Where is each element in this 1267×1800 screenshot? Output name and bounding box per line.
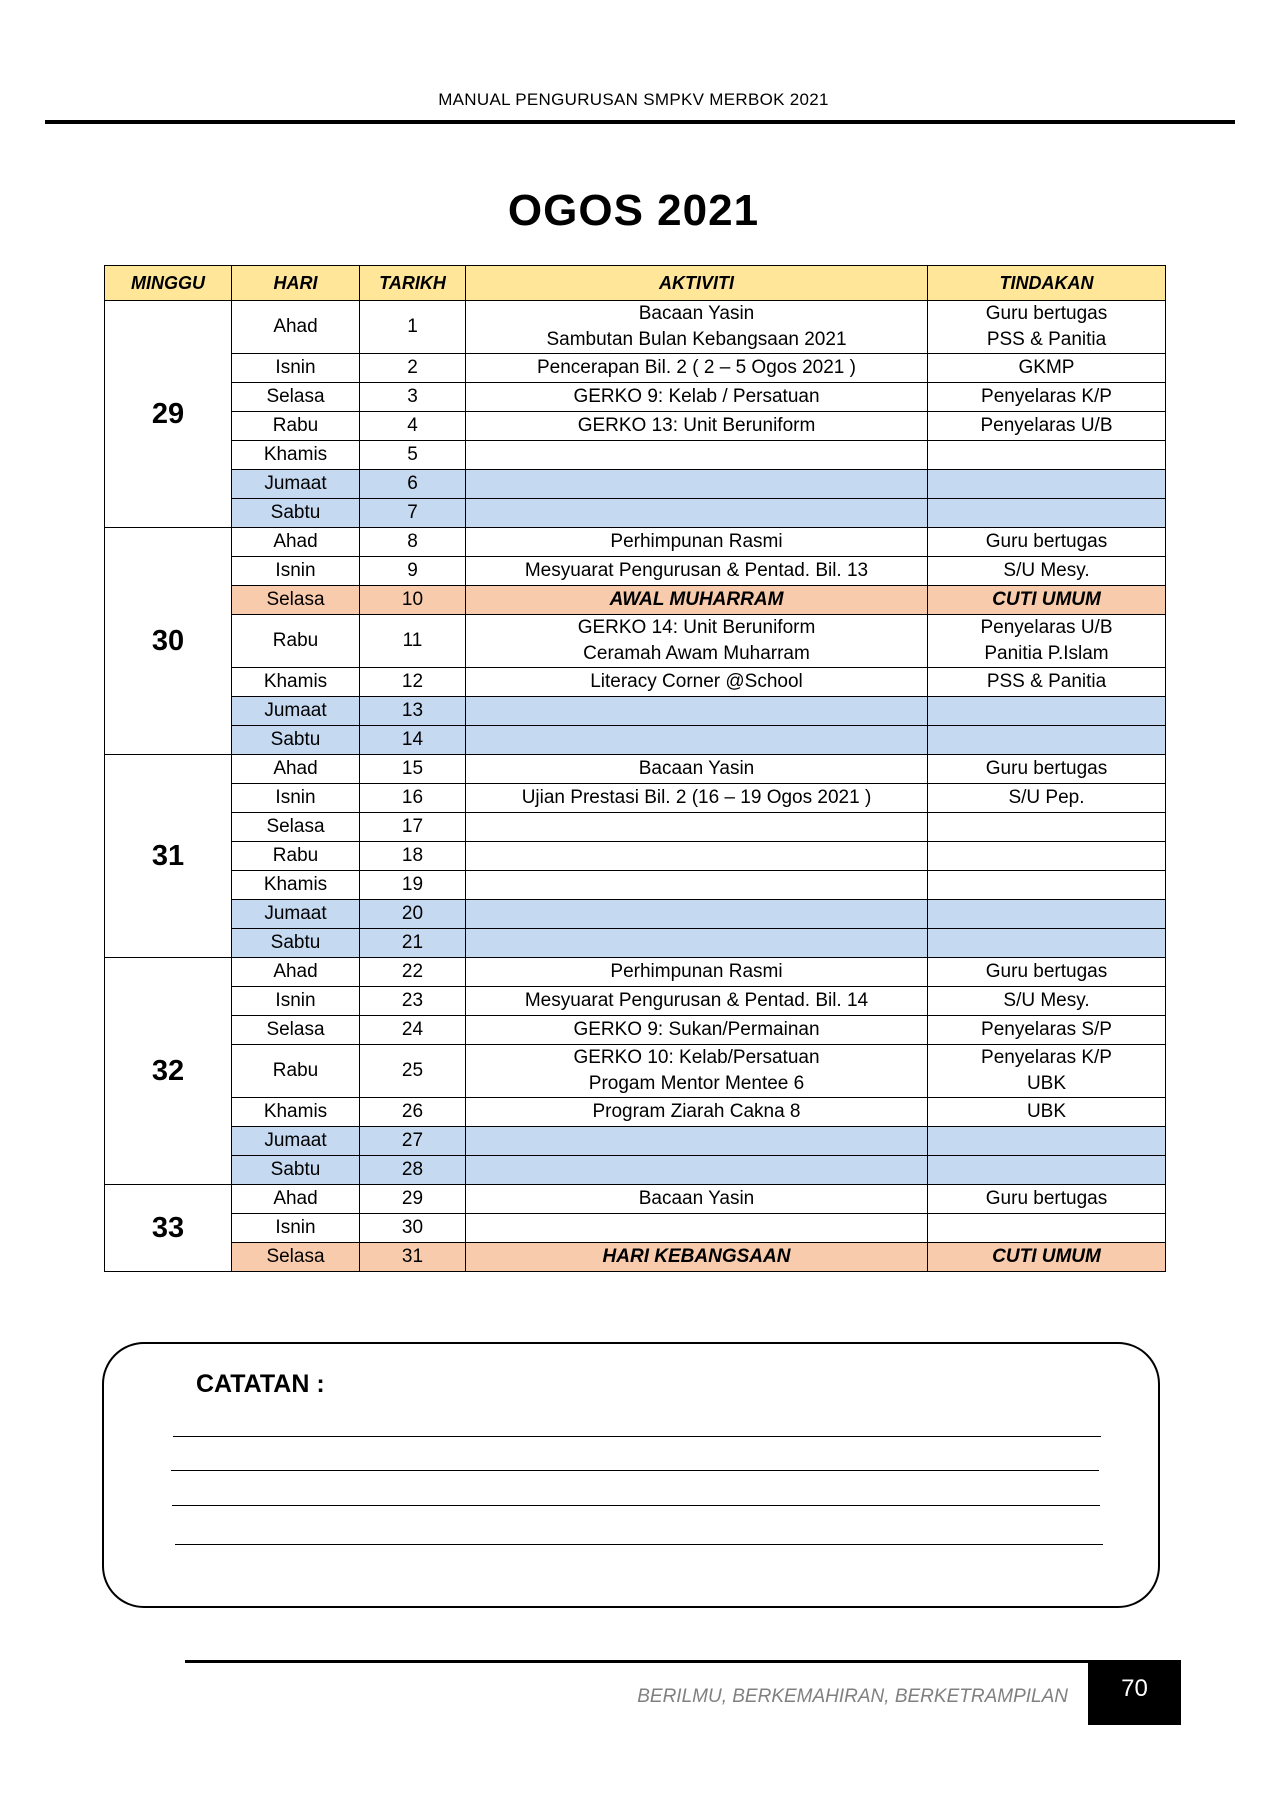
activity-cell (466, 528, 928, 557)
action-cell (928, 499, 1166, 528)
calendar-body (105, 301, 1166, 1272)
table-row (105, 1045, 1166, 1098)
date-cell: 26 (360, 1098, 466, 1127)
action-cell-line: GKMP (1018, 357, 1075, 378)
activity-cell (466, 1185, 928, 1214)
activity-cell-line: AWAL MUHARRAM (609, 589, 784, 610)
table-row (105, 784, 1166, 813)
week-number: 30 (105, 528, 232, 755)
date-cell: 13 (360, 697, 466, 726)
notes-line (172, 1505, 1100, 1506)
header-rule (45, 120, 1235, 124)
table-row (105, 871, 1166, 900)
day-cell: Sabtu (232, 726, 360, 755)
date-cell: 5 (360, 441, 466, 470)
table-row (105, 1214, 1166, 1243)
table-row (105, 1127, 1166, 1156)
table-row (105, 1156, 1166, 1185)
day-cell: Isnin (232, 354, 360, 383)
activity-cell (466, 755, 928, 784)
activity-cell (466, 354, 928, 383)
activity-cell (466, 842, 928, 871)
day-cell: Rabu (232, 1045, 360, 1098)
day-cell: Selasa (232, 1243, 360, 1272)
table-row (105, 499, 1166, 528)
action-cell (928, 1243, 1166, 1272)
activity-cell-line: GERKO 10: Kelab/Persatuan (573, 1047, 820, 1068)
day-cell: Sabtu (232, 929, 360, 958)
day-cell: Khamis (232, 1098, 360, 1127)
action-cell (928, 354, 1166, 383)
day-cell: Ahad (232, 301, 360, 354)
activity-cell (466, 1098, 928, 1127)
action-cell (928, 1127, 1166, 1156)
notes-line (175, 1544, 1103, 1545)
action-cell-line: Guru bertugas (985, 303, 1108, 324)
action-cell (928, 900, 1166, 929)
activity-cell (466, 412, 928, 441)
date-cell: 9 (360, 557, 466, 586)
action-cell (928, 1045, 1166, 1098)
activity-cell (466, 871, 928, 900)
action-cell-line: CUTI UMUM (992, 589, 1101, 610)
date-cell: 2 (360, 354, 466, 383)
activity-cell-line: Program Ziarah Cakna 8 (592, 1101, 801, 1122)
table-row (105, 528, 1166, 557)
day-cell: Sabtu (232, 1156, 360, 1185)
activity-cell (466, 1214, 928, 1243)
activity-cell-line: Bacaan Yasin (638, 758, 755, 779)
table-header-row (105, 266, 1166, 301)
table-row (105, 987, 1166, 1016)
action-cell-line: Panitia P.Islam (984, 643, 1109, 664)
running-header: MANUAL PENGURUSAN SMPKV MERBOK 2021 (438, 90, 829, 109)
date-cell: 23 (360, 987, 466, 1016)
day-cell: Jumaat (232, 470, 360, 499)
date-cell: 18 (360, 842, 466, 871)
day-cell: Rabu (232, 412, 360, 441)
notes-line (173, 1436, 1101, 1437)
action-cell (928, 842, 1166, 871)
action-cell-line: Penyelaras K/P (981, 1047, 1112, 1068)
date-cell: 8 (360, 528, 466, 557)
action-cell (928, 668, 1166, 697)
date-cell: 22 (360, 958, 466, 987)
activity-cell-line: Progam Mentor Mentee 6 (588, 1073, 805, 1094)
action-cell (928, 1156, 1166, 1185)
action-cell-line: S/U Mesy. (1003, 560, 1090, 581)
activity-cell-line: Bacaan Yasin (638, 1188, 755, 1209)
table-row (105, 929, 1166, 958)
table-row (105, 697, 1166, 726)
activity-cell (466, 441, 928, 470)
week-number: 33 (105, 1185, 232, 1272)
activity-cell (466, 900, 928, 929)
action-cell-line: S/U Pep. (1008, 787, 1085, 808)
action-cell-line: Guru bertugas (985, 961, 1108, 982)
column-header-tarikh: TARIKH (360, 266, 466, 301)
action-cell (928, 441, 1166, 470)
table-row (105, 813, 1166, 842)
page-number: 70 (1088, 1660, 1181, 1725)
day-cell: Ahad (232, 958, 360, 987)
action-cell-line: CUTI UMUM (992, 1246, 1101, 1267)
day-cell: Jumaat (232, 900, 360, 929)
date-cell: 27 (360, 1127, 466, 1156)
day-cell: Jumaat (232, 1127, 360, 1156)
notes-label: CATATAN : (196, 1370, 325, 1398)
action-cell (928, 557, 1166, 586)
action-cell-line: S/U Mesy. (1003, 990, 1090, 1011)
column-header-hari: HARI (232, 266, 360, 301)
activity-cell (466, 1045, 928, 1098)
calendar-table (104, 265, 1166, 1272)
activity-cell (466, 383, 928, 412)
action-cell (928, 1098, 1166, 1127)
action-cell (928, 1214, 1166, 1243)
date-cell: 10 (360, 586, 466, 615)
day-cell: Rabu (232, 615, 360, 668)
footer-motto: BERILMU, BERKEMAHIRAN, BERKETRAMPILAN (637, 1686, 1068, 1707)
date-cell: 28 (360, 1156, 466, 1185)
week-number: 32 (105, 958, 232, 1185)
day-cell: Isnin (232, 557, 360, 586)
activity-cell-line: Sambutan Bulan Kebangsaan 2021 (546, 329, 847, 350)
activity-cell (466, 784, 928, 813)
notes-line (171, 1470, 1099, 1471)
action-cell (928, 987, 1166, 1016)
action-cell (928, 470, 1166, 499)
activity-cell-line: Pencerapan Bil. 2 ( 2 – 5 Ogos 2021 ) (537, 357, 856, 378)
activity-cell-line: Perhimpunan Rasmi (610, 961, 783, 982)
action-cell (928, 813, 1166, 842)
week-number: 31 (105, 755, 232, 958)
table-row (105, 412, 1166, 441)
table-row (105, 755, 1166, 784)
table-row (105, 1243, 1166, 1272)
activity-cell-line: Literacy Corner @School (590, 671, 803, 692)
activity-cell (466, 557, 928, 586)
date-cell: 11 (360, 615, 466, 668)
action-cell-line: Penyelaras U/B (980, 617, 1113, 638)
table-row (105, 726, 1166, 755)
day-cell: Ahad (232, 755, 360, 784)
date-cell: 15 (360, 755, 466, 784)
date-cell: 25 (360, 1045, 466, 1098)
table-row (105, 557, 1166, 586)
action-cell (928, 871, 1166, 900)
table-row (105, 354, 1166, 383)
activity-cell-line: Ujian Prestasi Bil. 2 (16 – 19 Ogos 2021 ) (521, 787, 872, 808)
date-cell: 20 (360, 900, 466, 929)
activity-cell (466, 470, 928, 499)
footer-rule (185, 1660, 1088, 1663)
activity-cell (466, 586, 928, 615)
activity-cell (466, 1016, 928, 1045)
activity-cell (466, 1127, 928, 1156)
activity-cell (466, 301, 928, 354)
day-cell: Ahad (232, 1185, 360, 1214)
day-cell: Jumaat (232, 697, 360, 726)
action-cell (928, 412, 1166, 441)
action-cell-line: PSS & Panitia (986, 329, 1107, 350)
date-cell: 31 (360, 1243, 466, 1272)
table-row (105, 470, 1166, 499)
day-cell: Rabu (232, 842, 360, 871)
day-cell: Selasa (232, 586, 360, 615)
action-cell-line: Guru bertugas (985, 758, 1108, 779)
day-cell: Isnin (232, 1214, 360, 1243)
date-cell: 6 (360, 470, 466, 499)
page-title: OGOS 2021 (507, 186, 760, 235)
activity-cell-line: Perhimpunan Rasmi (610, 531, 783, 552)
table-row (105, 1185, 1166, 1214)
date-cell: 1 (360, 301, 466, 354)
activity-cell (466, 987, 928, 1016)
table-row (105, 1098, 1166, 1127)
day-cell: Khamis (232, 441, 360, 470)
date-cell: 19 (360, 871, 466, 900)
date-cell: 24 (360, 1016, 466, 1045)
day-cell: Sabtu (232, 499, 360, 528)
date-cell: 17 (360, 813, 466, 842)
table-row (105, 586, 1166, 615)
activity-cell (466, 615, 928, 668)
date-cell: 3 (360, 383, 466, 412)
column-header-aktiviti: AKTIVITI (466, 266, 928, 301)
action-cell-line: Penyelaras U/B (980, 415, 1113, 436)
activity-cell (466, 1156, 928, 1185)
action-cell (928, 697, 1166, 726)
action-cell (928, 958, 1166, 987)
action-cell-line: UBK (1026, 1101, 1067, 1122)
table-row (105, 842, 1166, 871)
table-row (105, 615, 1166, 668)
day-cell: Selasa (232, 383, 360, 412)
table-row (105, 441, 1166, 470)
activity-cell (466, 929, 928, 958)
activity-cell (466, 1243, 928, 1272)
table-row (105, 958, 1166, 987)
activity-cell (466, 697, 928, 726)
table-row (105, 301, 1166, 354)
day-cell: Selasa (232, 1016, 360, 1045)
activity-cell-line: GERKO 14: Unit Beruniform (577, 617, 816, 638)
activity-cell-line: Mesyuarat Pengurusan & Pentad. Bil. 14 (524, 990, 869, 1011)
week-number: 29 (105, 301, 232, 528)
date-cell: 7 (360, 499, 466, 528)
activity-cell (466, 499, 928, 528)
action-cell-line: PSS & Panitia (986, 671, 1107, 692)
column-header-minggu: MINGGU (105, 266, 232, 301)
date-cell: 12 (360, 668, 466, 697)
activity-cell-line: Mesyuarat Pengurusan & Pentad. Bil. 13 (524, 560, 869, 581)
date-cell: 30 (360, 1214, 466, 1243)
day-cell: Ahad (232, 528, 360, 557)
activity-cell (466, 668, 928, 697)
date-cell: 21 (360, 929, 466, 958)
action-cell (928, 726, 1166, 755)
date-cell: 29 (360, 1185, 466, 1214)
action-cell-line: UBK (1026, 1073, 1067, 1094)
action-cell (928, 586, 1166, 615)
action-cell-line: Guru bertugas (985, 1188, 1108, 1209)
action-cell-line: Penyelaras S/P (981, 1019, 1112, 1040)
table-row (105, 900, 1166, 929)
activity-cell-line: GERKO 9: Kelab / Persatuan (573, 386, 820, 407)
date-cell: 4 (360, 412, 466, 441)
day-cell: Selasa (232, 813, 360, 842)
day-cell: Isnin (232, 987, 360, 1016)
date-cell: 16 (360, 784, 466, 813)
day-cell: Isnin (232, 784, 360, 813)
activity-cell (466, 813, 928, 842)
action-cell (928, 528, 1166, 557)
day-cell: Khamis (232, 668, 360, 697)
action-cell (928, 383, 1166, 412)
day-cell: Khamis (232, 871, 360, 900)
activity-cell-line: Bacaan Yasin (638, 303, 755, 324)
activity-cell (466, 726, 928, 755)
activity-cell-line: GERKO 9: Sukan/Permainan (573, 1019, 820, 1040)
activity-cell-line: HARI KEBANGSAAN (602, 1246, 791, 1267)
action-cell (928, 929, 1166, 958)
action-cell (928, 1016, 1166, 1045)
column-header-tindakan: TINDAKAN (928, 266, 1166, 301)
table-row (105, 668, 1166, 697)
action-cell-line: Penyelaras K/P (981, 386, 1112, 407)
table-row (105, 383, 1166, 412)
activity-cell-line: GERKO 13: Unit Beruniform (577, 415, 816, 436)
activity-cell-line: Ceramah Awam Muharram (583, 643, 810, 664)
action-cell (928, 1185, 1166, 1214)
action-cell (928, 301, 1166, 354)
action-cell-line: Guru bertugas (985, 531, 1108, 552)
action-cell (928, 615, 1166, 668)
table-row (105, 1016, 1166, 1045)
action-cell (928, 755, 1166, 784)
date-cell: 14 (360, 726, 466, 755)
activity-cell (466, 958, 928, 987)
action-cell (928, 784, 1166, 813)
